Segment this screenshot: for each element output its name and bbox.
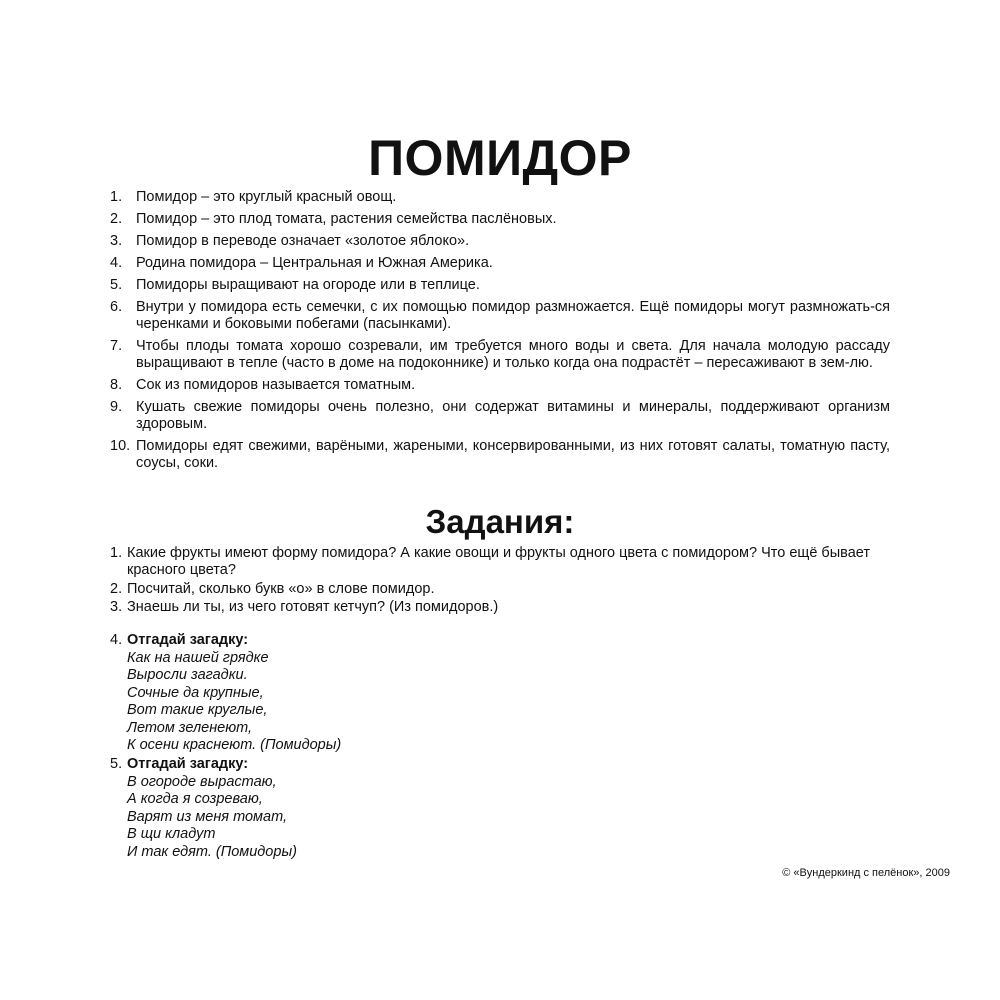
task-item — [110, 545, 890, 579]
task-text: Знаешь ли ты, из чего готовят кетчуп? (Из помидоров.) — [127, 599, 499, 615]
page-title: ПОМИДОР — [368, 130, 632, 186]
tasks-heading: Задания: — [425, 503, 575, 540]
riddle-line: Варят из меня томат, — [127, 808, 288, 825]
fact-item — [110, 399, 890, 433]
facts-list — [110, 189, 890, 477]
task-text: Какие фрукты имеют форму помидора? А какие овощи и фрукты одного цвета с помидором? Что ещё бывает красного цвета? — [127, 545, 870, 578]
fact-item — [110, 233, 890, 250]
fact-number: 4. — [110, 255, 123, 271]
riddle-line: Как на нашей грядке — [127, 649, 269, 666]
fact-number: 7. — [110, 338, 123, 354]
task-text: Посчитай, сколько букв «о» в слове помидор. — [127, 580, 435, 597]
riddle-lines — [110, 774, 510, 862]
riddle-line: К осени краснеют. (Помидоры) — [127, 737, 342, 753]
fact-text: Родина помидора – Центральная и Южная Америка. — [136, 255, 493, 271]
fact-number: 2. — [110, 211, 123, 227]
riddle-line: Выросли загадки. — [127, 667, 248, 683]
riddle-label: Отгадай загадку: — [127, 632, 249, 648]
riddle-line: И так едят. (Помидоры) — [127, 843, 297, 860]
fact-text: Помидоры едят свежими, варёными, жареными, консервированными, из них готовят салаты, томатную пасту, соусы, соки. — [136, 438, 890, 471]
fact-item — [110, 338, 890, 372]
fact-text: Чтобы плоды томата хорошо созревали, им требуется много воды и света. Для начала молодую рассаду выращивают в тепле (часто в доме на подоконнике) и только когда она подрастёт – пересаживают в зем-лю. — [136, 338, 890, 371]
fact-text: Сок из помидоров называется томатным. — [136, 377, 416, 393]
copyright-notice: © «Вундеркинд с пелёнок», 2009 — [782, 867, 950, 879]
fact-number: 10. — [110, 438, 131, 454]
fact-item — [110, 377, 890, 394]
task-number: 1. — [110, 545, 123, 561]
fact-text: Помидор – это круглый красный овощ. — [136, 189, 397, 205]
fact-number: 3. — [110, 233, 123, 249]
fact-text: Кушать свежие помидоры очень полезно, они содержат витамины и минералы, поддерживают организм здоровым. — [136, 399, 890, 432]
fact-number: 5. — [110, 277, 123, 293]
task-number: 3. — [110, 599, 123, 615]
riddle-label: Отгадай загадку: — [127, 756, 249, 772]
riddle-heading — [110, 632, 510, 650]
task-item — [110, 581, 890, 598]
riddle-line: Летом зеленеют, — [127, 719, 253, 736]
tasks-list — [110, 545, 890, 618]
fact-item — [110, 438, 890, 472]
fact-number: 8. — [110, 377, 123, 393]
fact-item — [110, 255, 890, 272]
riddle-number: 4. — [110, 632, 123, 648]
fact-text: Помидор в переводе означает «золотое яблоко». — [136, 233, 470, 249]
riddle-block — [110, 632, 510, 755]
fact-text: Помидор – это плод томата, растения семейства паслёновых. — [136, 211, 557, 227]
task-number: 2. — [110, 580, 123, 597]
riddle-line: Сочные да крупные, — [127, 684, 264, 701]
fact-item — [110, 211, 890, 228]
riddle-line: Вот такие круглые, — [127, 702, 268, 718]
fact-text: Внутри у помидора есть семечки, с их помощью помидор размножается. Ещё помидоры могут размножать-ся черенками и боковыми побегами (пасынками). — [136, 299, 890, 332]
riddle-line: В щи кладут — [127, 826, 216, 842]
fact-number: 1. — [110, 189, 123, 205]
riddle-heading — [110, 756, 510, 774]
fact-number: 9. — [110, 399, 123, 415]
fact-text: Помидоры выращивают на огороде или в теплице. — [136, 277, 480, 293]
riddle-number: 5. — [110, 756, 123, 772]
riddle-lines — [110, 650, 510, 755]
riddle-line: В огороде вырастаю, — [127, 773, 277, 790]
fact-item — [110, 189, 890, 206]
fact-item — [110, 277, 890, 294]
task-item — [110, 599, 890, 616]
riddle-line: А когда я созреваю, — [127, 791, 263, 807]
fact-item — [110, 299, 890, 333]
riddle-block — [110, 756, 510, 861]
fact-number: 6. — [110, 299, 123, 315]
